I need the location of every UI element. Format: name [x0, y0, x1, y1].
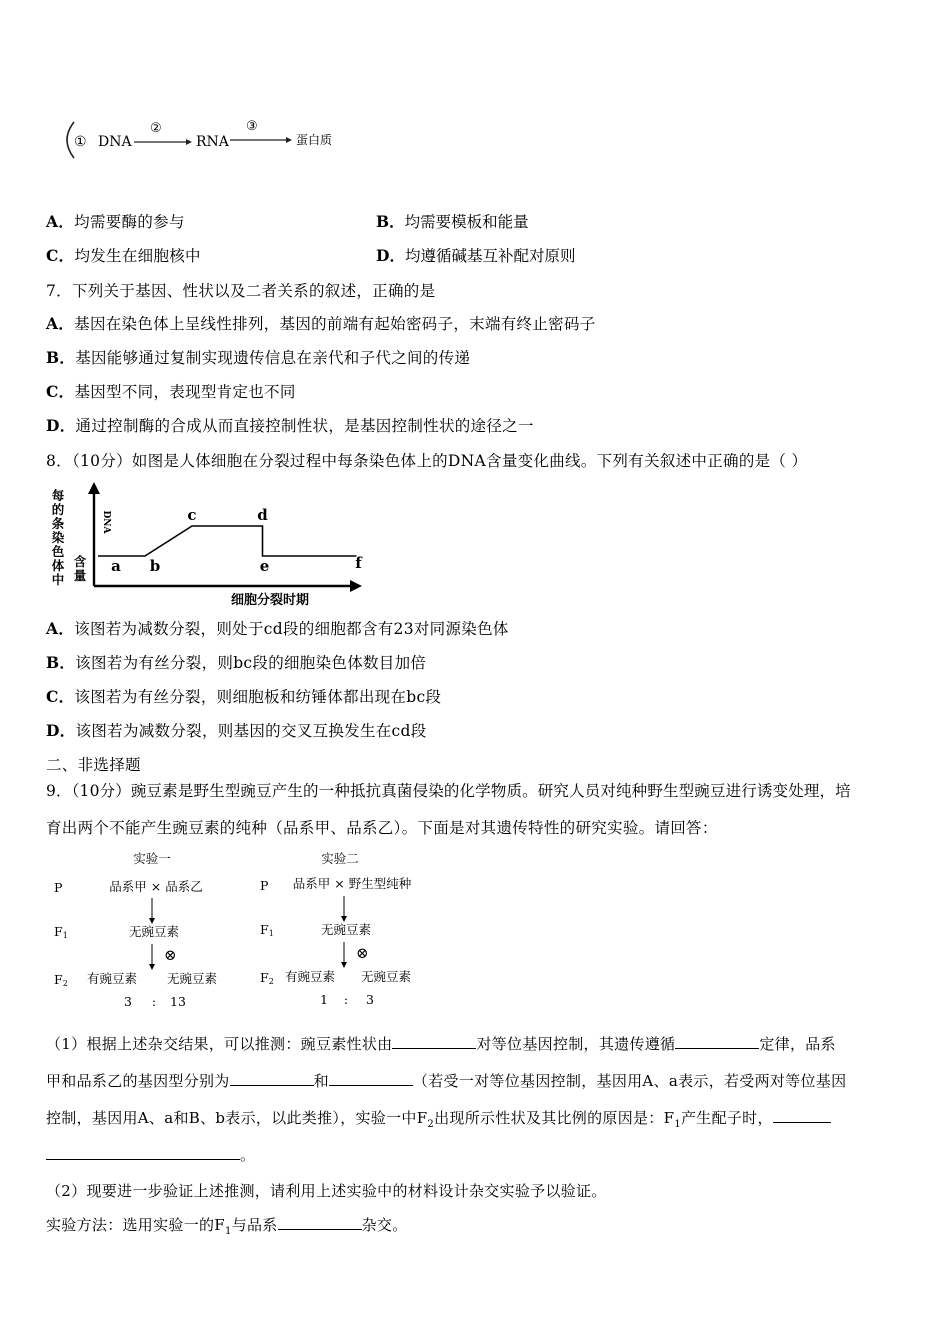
q6-option-d: D．均遵循碱基互补配对原则: [376, 246, 576, 265]
q9-stem-line-1: 9．（10分）豌豆素是野生型豌豆产生的一种抵抗真菌侵染的化学物质。研究人员对纯种野生型豌豆进行诱变处理，培: [46, 782, 851, 800]
bracket-mark: [67, 122, 74, 158]
exp2-f2-b: 无豌豆素: [360, 969, 412, 984]
exp1-p-cross: 品系甲 × 品系乙: [109, 879, 203, 894]
q8-stem: 8．（10分）如图是人体细胞在分裂过程中每条染色体上的DNA含量变化曲线。下列有关叙述中正确的是（ ）: [46, 452, 808, 470]
q9-part1-line-2: 甲和品系乙的基因型分别为 和 （若受一对等位基因控制，基因用A、a表示，若受两对等位基因: [46, 1072, 847, 1090]
answer-blank-6[interactable]: [278, 1214, 362, 1230]
rna-label: RNA: [196, 134, 229, 150]
q9-part2: （2）现要进一步验证上述推测，请利用上述实验中的材料设计杂交实验予以验证。: [46, 1182, 607, 1200]
point-label-f: f: [355, 554, 362, 572]
ylabel-char-8: 中: [51, 572, 65, 587]
step-1-label: ①: [74, 134, 87, 150]
q6-option-a: A．均需要酶的参与: [46, 212, 185, 231]
hybridization-experiments-figure: [48, 848, 448, 1018]
ylabel-char-9: 含: [73, 554, 87, 569]
exp1-ratio-a: 3: [124, 994, 132, 1009]
answer-blank-2[interactable]: [675, 1033, 759, 1049]
q9-part1-line-4: 。: [46, 1144, 255, 1165]
exp1-f1: 无豌豆素: [128, 924, 180, 939]
exp2-f2-a: 有豌豆素: [284, 969, 336, 984]
exp2-f2-label: F2: [260, 970, 274, 986]
step-3-label: ③: [246, 119, 258, 134]
exp2-title: 实验二: [321, 851, 359, 866]
answer-blank-5-cont[interactable]: [46, 1144, 240, 1160]
ylabel-char-3: DNA: [101, 510, 111, 534]
q8-option-d: D．该图若为减数分裂，则基因的交叉互换发生在cd段: [46, 721, 427, 740]
exp2-arrow-head-2: [341, 962, 347, 968]
exp2-p-label: P: [260, 878, 269, 893]
q8-option-b: B．该图若为有丝分裂，则bc段的细胞染色体数目加倍: [46, 653, 427, 672]
exp2-ratio-b: 3: [366, 992, 374, 1007]
q9-part2-method: 实验方法：选用实验一的$F_1$与品系 杂交。: [46, 1216, 408, 1237]
arrow-head-1: [186, 139, 192, 145]
exp2-f1-label: F1: [260, 922, 274, 938]
arrow-head-2: [286, 137, 292, 143]
ylabel-char-5: 染: [51, 530, 65, 545]
point-label-c: c: [187, 506, 197, 524]
q7-stem: 7．下列关于基因、性状以及二者关系的叙述，正确的是: [46, 282, 436, 300]
q6-option-c: C．均发生在细胞核中: [46, 246, 201, 265]
exp1-ratio-b: 13: [170, 994, 186, 1009]
central-dogma-figure: [60, 112, 360, 172]
q7-option-a: A．基因在染色体上呈线性排列，基因的前端有起始密码子，末端有终止密码子: [46, 314, 596, 333]
point-label-b: b: [149, 557, 161, 575]
exp1-f1-label: F1: [54, 924, 68, 940]
dna-curve: [98, 526, 357, 556]
ylabel-char-2: 的: [51, 502, 65, 517]
q9-part1-line-1: （1）根据上述杂交结果，可以推测：豌豆素性状由 对等位基因控制，其遗传遵循 定律，品系: [46, 1035, 836, 1053]
exp1-selfing-symbol: ⊗: [164, 946, 177, 964]
exp1-f2-a: 有豌豆素: [86, 971, 138, 986]
ylabel-char-6: 色: [51, 544, 65, 559]
q7-option-d: D．通过控制酶的合成从而直接控制性状，是基因控制性状的途径之一: [46, 416, 534, 435]
x-axis-arrow: [350, 580, 362, 592]
exp2-ratio-colon: :: [343, 992, 349, 1007]
exp1-p-label: P: [54, 880, 63, 895]
q7-option-c: C．基因型不同，表现型肯定也不同: [46, 382, 296, 401]
ylabel-char-7: 体: [51, 558, 65, 573]
q7-option-b: B．基因能够通过复制实现遗传信息在亲代和子代之间的传递: [46, 348, 471, 367]
exp2-p-cross: 品系甲 × 野生型纯种: [292, 876, 412, 891]
answer-blank-5[interactable]: [773, 1107, 831, 1123]
q6-option-b: B．均需要模板和能量: [376, 212, 529, 231]
exp2-selfing-symbol: ⊗: [356, 944, 369, 962]
exp1-title: 实验一: [133, 851, 171, 866]
point-label-e: e: [259, 557, 270, 575]
ylabel-char-1: 每: [51, 488, 65, 503]
y-axis-arrow: [88, 482, 100, 494]
dna-label: DNA: [98, 134, 132, 150]
exp1-f2-label: F2: [54, 972, 68, 988]
q8-option-c: C．该图若为有丝分裂，则细胞板和纺锤体都出现在bc段: [46, 687, 442, 706]
q9-part1-line-3: 控制，基因用A、a和B、b表示，以此类推），实验一中$F_2$出现所示性状及其比例的原因是：$F_1$产生配子时，: [46, 1107, 831, 1130]
step-2-label: ②: [150, 121, 162, 136]
q8-option-a: A．该图若为减数分裂，则处于cd段的细胞都含有23对同源染色体: [46, 619, 509, 638]
q9-stem-line-2: 育出两个不能产生豌豆素的纯种（品系甲、品系乙）。下面是对其遗传特性的研究实验。请回答：: [46, 819, 718, 837]
exp1-arrow-head-2: [149, 964, 155, 970]
x-axis-label: 细胞分裂时期: [230, 593, 310, 608]
ylabel-char-4: 条: [51, 516, 65, 531]
dna-content-chart: [44, 482, 374, 608]
exp2-f1: 无豌豆素: [320, 922, 372, 937]
answer-blank-1[interactable]: [392, 1033, 476, 1049]
section-title: 二、非选择题: [46, 756, 141, 774]
exp1-ratio-colon: :: [151, 994, 157, 1009]
protein-label: 蛋白质: [296, 133, 333, 147]
point-label-d: d: [257, 506, 268, 524]
point-label-a: a: [111, 557, 121, 575]
answer-blank-3[interactable]: [230, 1070, 314, 1086]
exp1-f2-b: 无豌豆素: [166, 971, 218, 986]
exp2-ratio-a: 1: [320, 992, 328, 1007]
ylabel-char-10: 量: [73, 568, 87, 583]
answer-blank-4[interactable]: [329, 1070, 413, 1086]
